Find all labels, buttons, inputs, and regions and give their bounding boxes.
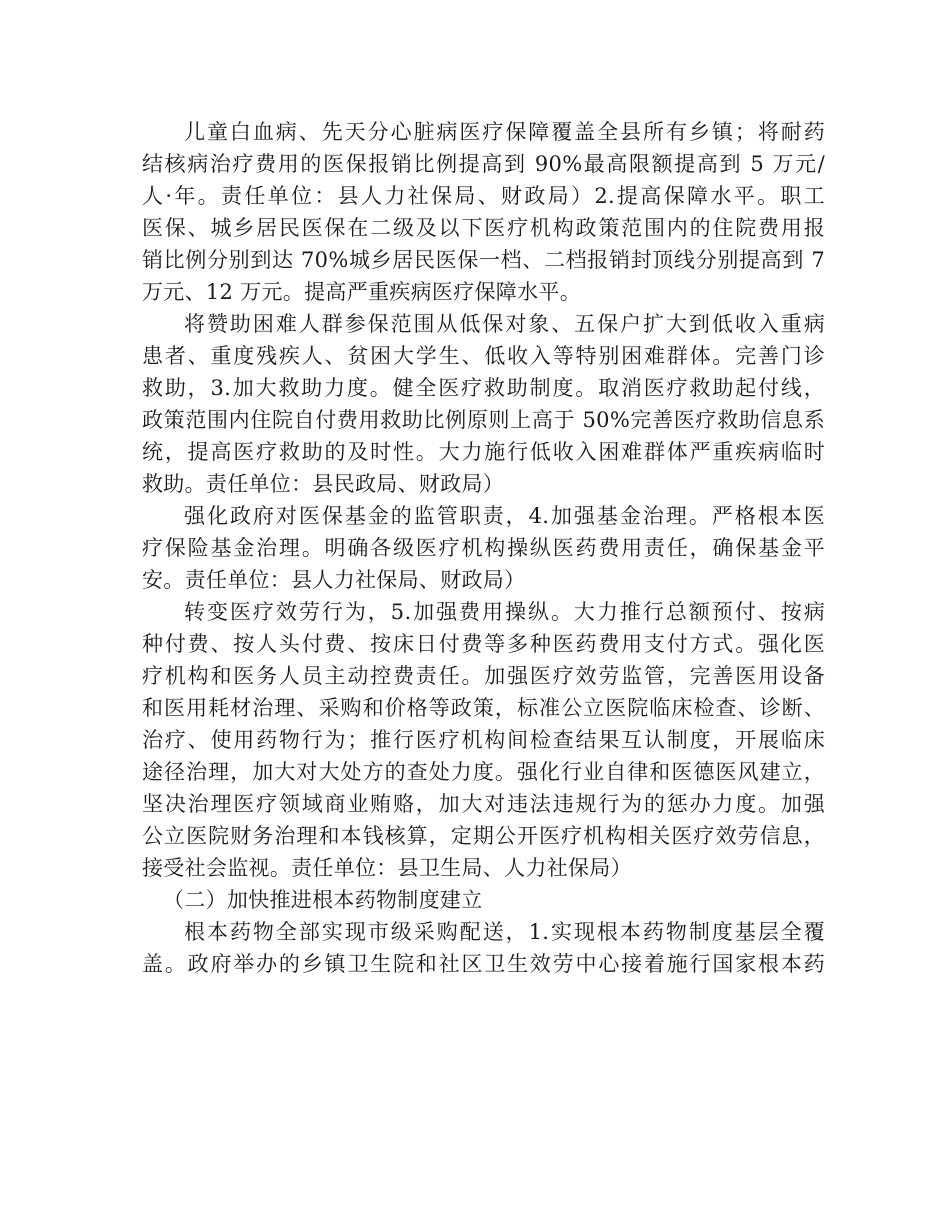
text-line: 将赞助困难人群参保范围从低保对象、五保户扩大到低收入重病 — [184, 312, 825, 336]
text-line: 疗机构和医务人员主动控费责任。加强医疗效劳监管，完善医用设备 — [142, 664, 825, 688]
text-line: 公立医院财务治理和本钱核算，定期公开医疗机构相关医疗效劳信息， — [142, 824, 825, 848]
section-heading: （二）加快推进根本药物制度建立 — [163, 888, 483, 912]
text-line: 途径治理，加大对大处方的查处力度。强化行业自律和医德医风建立， — [142, 760, 825, 784]
text-line: 坚决治理医疗领域商业贿赂，加大对违法违规行为的惩办力度。加强 — [142, 792, 825, 816]
text-line: 治疗、使用药物行为；推行医疗机构间检查结果互认制度，开展临床 — [142, 728, 825, 752]
text-line: 接受社会监视。责任单位：县卫生局、人力社保局） — [142, 856, 632, 880]
text-line: 患者、重度残疾人、贫困大学生、低收入等特别困难群体。完善门诊 — [142, 344, 825, 368]
text-line: 政策范围内住院自付费用救助比例原则上高于 50%完善医疗救助信息系 — [142, 408, 825, 432]
text-line: 结核病治疗费用的医保报销比例提高到 90%最高限额提高到 5 万元/ — [142, 152, 825, 176]
text-line: 救助。责任单位：县民政局、财政局） — [142, 472, 505, 496]
document-body — [142, 116, 825, 980]
text-line: 安。责任单位：县人力社保局、财政局） — [142, 568, 526, 592]
text-line: 销比例分别到达 70%城乡居民医保一档、二档报销封顶线分别提高到 7 — [142, 248, 825, 272]
text-line: 儿童白血病、先天分心脏病医疗保障覆盖全县所有乡镇；将耐药 — [184, 120, 825, 144]
text-line: 救助，3.加大救助力度。健全医疗救助制度。取消医疗救助起付线， — [142, 376, 825, 400]
text-line: 万元、12 万元。提高严重疾病医疗保障水平。 — [142, 280, 581, 304]
text-line: 疗保险基金治理。明确各级医疗机构操纵医药费用责任，确保基金平 — [142, 536, 825, 560]
text-line: 转变医疗效劳行为，5.加强费用操纵。大力推行总额预付、按病 — [184, 600, 825, 624]
text-line: 医保、城乡居民医保在二级及以下医疗机构政策范围内的住院费用报 — [142, 216, 825, 240]
text-line: 强化政府对医保基金的监管职责，4.加强基金治理。严格根本医 — [184, 504, 825, 528]
text-line: 盖。政府举办的乡镇卫生院和社区卫生效劳中心接着施行国家根本药 — [142, 952, 825, 976]
text-line: 统，提高医疗救助的及时性。大力施行低收入困难群体严重疾病临时 — [142, 440, 825, 464]
text-line: 人·年。责任单位：县人力社保局、财政局）2.提高保障水平。职工 — [142, 184, 825, 208]
text-line: 根本药物全部实现市级采购配送，1.实现根本药物制度基层全覆 — [184, 920, 825, 944]
text-line: 和医用耗材治理、采购和价格等政策，标准公立医院临床检查、诊断、 — [142, 696, 825, 720]
text-line: 种付费、按人头付费、按床日付费等多种医药费用支付方式。强化医 — [142, 632, 825, 656]
